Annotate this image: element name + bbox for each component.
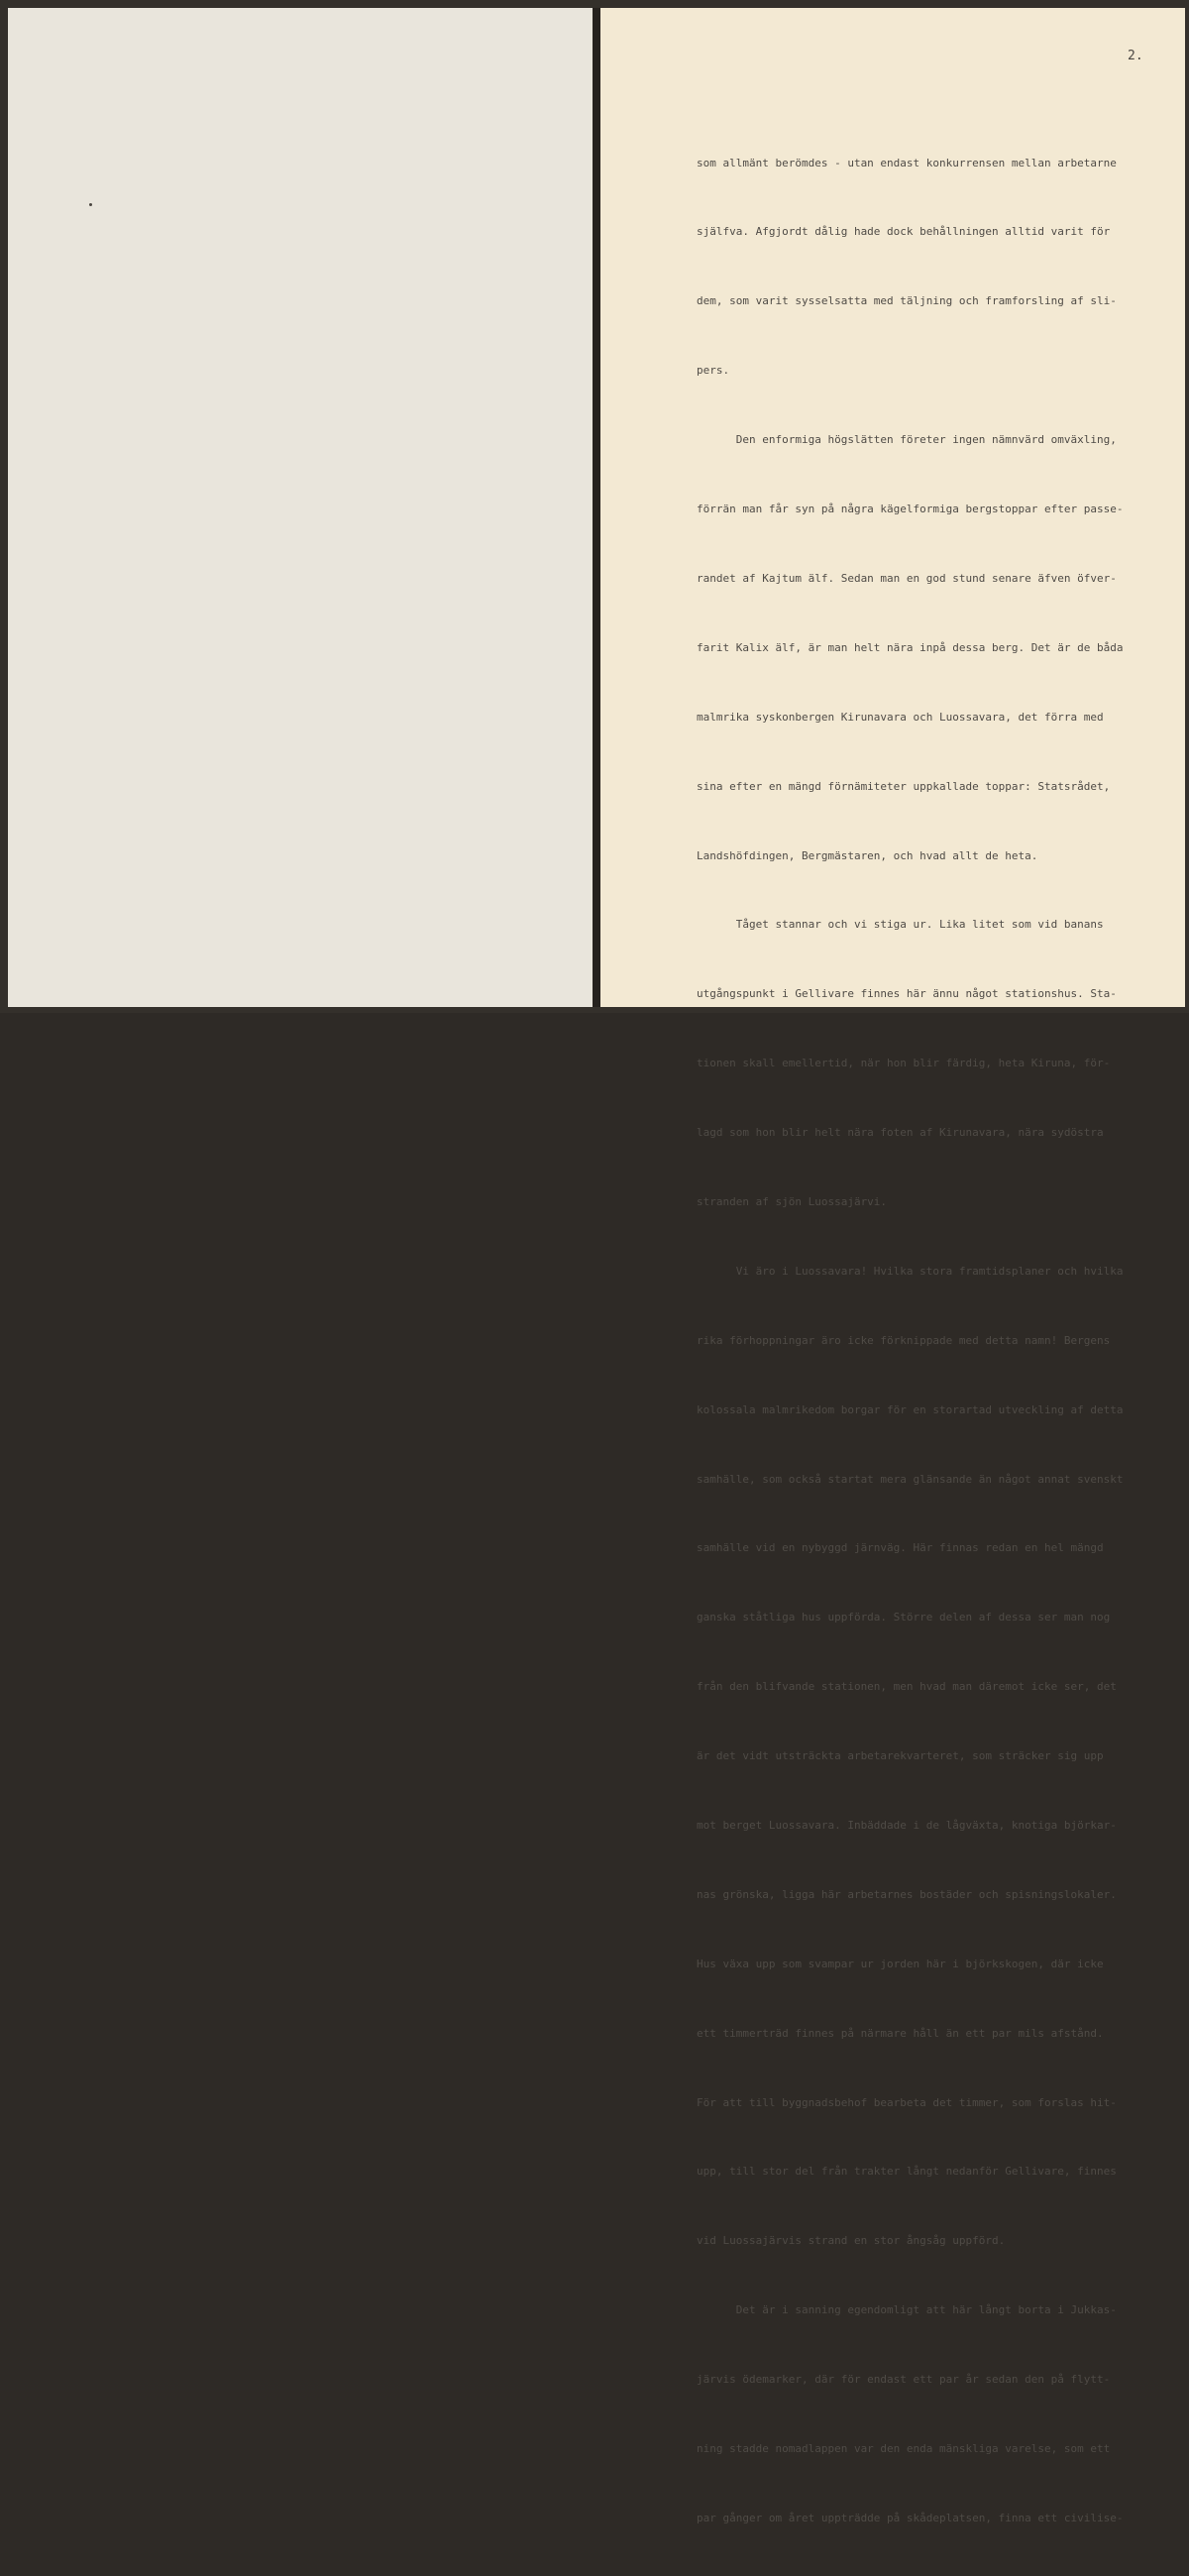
- page-gutter: [593, 8, 600, 1007]
- text-line: För att till byggnadsbehof bearbeta det timmer, som forslas hit-: [697, 2095, 1117, 2109]
- text-line: Landshöfdingen, Bergmästaren, och hvad allt de heta.: [697, 848, 1038, 862]
- typed-right-page: [600, 8, 1185, 2524]
- text-line: ett timmerträd finnes på närmare håll än ett par mils afstånd.: [697, 2026, 1104, 2040]
- text-line: Den enformiga högslätten företer ingen nämnvärd omväxling,: [697, 433, 1117, 447]
- text-line: är det vidt utsträckta arbetarekvarteret, som sträcker sig upp: [697, 1749, 1104, 1763]
- text-line: Hus växa upp som svampar ur jorden här i björkskogen, där icke: [697, 1957, 1104, 1970]
- text-line: upp, till stor del från trakter långt nedanför Gellivare, finnes: [697, 2165, 1117, 2179]
- text-line: tionen skall emellertid, när hon blir färdig, heta Kiruna, för-: [697, 1057, 1111, 1070]
- text-line: vid Luossajärvis strand en stor ångsåg uppförd.: [697, 2234, 1006, 2248]
- text-line: stranden af sjön Luossajärvi.: [697, 1194, 888, 1208]
- page-number: 2.: [1128, 49, 1143, 63]
- text-line: lagd som hon blir helt nära foten af Kirunavara, nära sydöstra: [697, 1126, 1104, 1140]
- text-line: ganska ståtliga hus uppförda. Större delen af dessa ser man nog: [697, 1611, 1111, 1624]
- text-line: förrän man får syn på några kägelformiga bergstoppar efter passe-: [697, 503, 1124, 516]
- text-line: samhälle vid en nybyggd järnväg. Här finnas redan en hel mängd: [697, 1541, 1104, 1555]
- text-line: pers.: [697, 364, 730, 378]
- text-line: par gånger om året uppträdde på skådeplatsen, finna ett civilise-: [697, 2511, 1124, 2524]
- text-line: farit Kalix älf, är man helt nära inpå dessa berg. Det är de båda: [697, 640, 1124, 654]
- text-line: randet af Kajtum älf. Sedan man en god stund senare äfven öfver-: [697, 571, 1117, 585]
- text-line: Tåget stannar och vi stiga ur. Lika litet som vid banans: [697, 918, 1104, 932]
- text-line: sina efter en mängd förnämiteter uppkallade toppar: Statsrådet,: [697, 779, 1111, 793]
- text-line: Det är i sanning egendomligt att här långt borta i Jukkas-: [697, 2303, 1117, 2317]
- text-line: ning stadde nomadlappen var den enda mänskliga varelse, som ett: [697, 2441, 1111, 2455]
- ink-speck: [89, 203, 92, 206]
- text-line: malmrika syskonbergen Kirunavara och Luossavara, det förra med: [697, 710, 1104, 724]
- text-line: utgångspunkt i Gellivare finnes här ännu något stationshus. Sta-: [697, 987, 1117, 1001]
- text-line: själfva. Afgjordt dålig hade dock behållningen alltid varit för: [697, 225, 1111, 239]
- text-line: kolossala malmrikedom borgar för en storartad utveckling af detta: [697, 1402, 1124, 1416]
- blank-left-page: [8, 8, 593, 1007]
- text-line: nas grönska, ligga här arbetarnes bostäder och spisningslokaler.: [697, 1887, 1117, 1901]
- text-line: som allmänt berömdes - utan endast konkurrensen mellan arbetarne: [697, 156, 1117, 169]
- text-line: Vi äro i Luossavara! Hvilka stora framtidsplaner och hvilka: [697, 1264, 1124, 1278]
- text-line: mot berget Luossavara. Inbäddade i de lågväxta, knotiga björkar-: [697, 1818, 1117, 1832]
- text-line: rika förhoppningar äro icke förknippade med detta namn! Bergens: [697, 1333, 1111, 1347]
- text-line: dem, som varit sysselsatta med täljning och framforsling af sli-: [697, 294, 1117, 308]
- typewritten-text: [697, 105, 1162, 2576]
- text-line: järvis ödemarker, där för endast ett par år sedan den på flytt-: [697, 2373, 1111, 2387]
- text-line: från den blifvande stationen, men hvad man däremot icke ser, det: [697, 1680, 1117, 1694]
- text-line: samhälle, som också startat mera glänsande än något annat svenskt: [697, 1472, 1124, 1486]
